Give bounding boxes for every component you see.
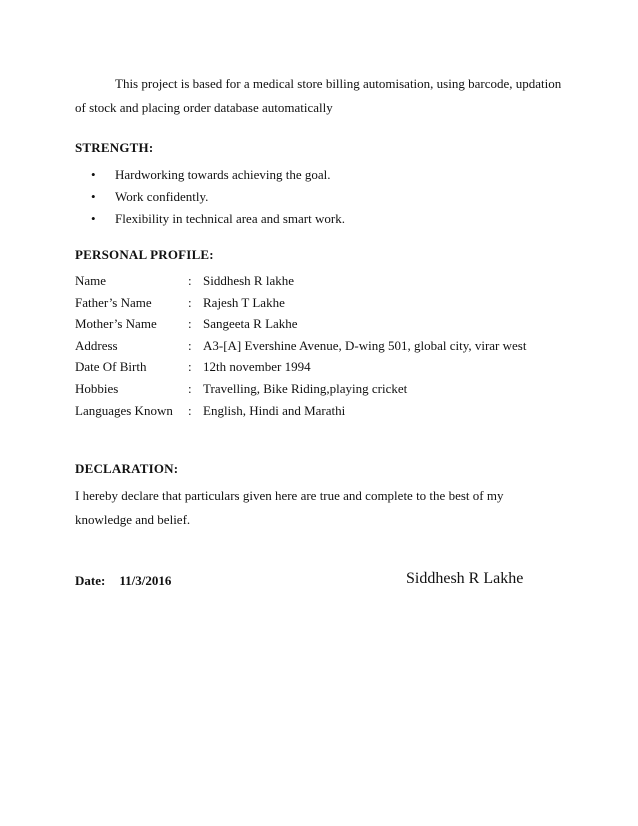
profile-separator: : — [188, 294, 192, 310]
signature-name: Siddhesh R Lakhe — [406, 570, 524, 587]
strength-item — [75, 164, 345, 186]
profile-separator: : — [188, 402, 192, 418]
profile-separator: : — [188, 359, 192, 375]
date-label: Date: — [75, 573, 106, 588]
profile-separator: : — [188, 316, 192, 332]
profile-value: 12th november 1994 — [203, 359, 311, 375]
strength-item-text: Flexibility in technical area and smart work. — [115, 211, 345, 226]
strength-item — [75, 208, 345, 230]
strength-item-text: Hardworking towards achieving the goal. — [115, 167, 331, 182]
profile-label: Mother’s Name — [75, 316, 157, 332]
strength-item-text: Work confidently. — [115, 189, 209, 204]
profile-label: Father’s Name — [75, 294, 152, 310]
strength-heading: STRENGTH: — [75, 140, 154, 155]
date-line — [75, 573, 171, 589]
profile-value: Sangeeta R Lakhe — [203, 316, 298, 332]
bullet-icon: • — [91, 189, 96, 204]
personal-profile-heading: PERSONAL PROFILE: — [75, 247, 214, 262]
profile-separator: : — [188, 380, 192, 396]
profile-value: Travelling, Bike Riding,playing cricket — [203, 380, 408, 396]
profile-label: Address — [75, 337, 118, 353]
profile-value: Siddhesh R lakhe — [203, 273, 294, 288]
profile-separator: : — [188, 273, 192, 288]
profile-value: English, Hindi and Marathi — [203, 402, 346, 418]
profile-separator: : — [188, 337, 192, 353]
profile-value: Rajesh T Lakhe — [203, 294, 285, 310]
strength-list — [75, 164, 345, 230]
profile-label: Languages Known — [75, 402, 173, 418]
declaration-text: I hereby declare that particulars given here are true and complete to the best of my knowledge and belief. — [75, 488, 504, 527]
profile-label: Name — [75, 273, 107, 288]
project-description: This project is based for a medical store billing automisation, using barcode, updation of stock and placing order database automatically — [75, 76, 562, 115]
date-value: 11/3/2016 — [119, 573, 172, 588]
bullet-icon: • — [91, 167, 96, 182]
profile-label: Date Of Birth — [75, 359, 147, 375]
declaration-heading: DECLARATION: — [75, 461, 179, 476]
bullet-icon: • — [91, 211, 96, 226]
profile-value: A3-[A] Evershine Avenue, D-wing 501, global city, virar west — [203, 337, 527, 353]
strength-item — [75, 186, 345, 208]
profile-label: Hobbies — [75, 380, 119, 396]
